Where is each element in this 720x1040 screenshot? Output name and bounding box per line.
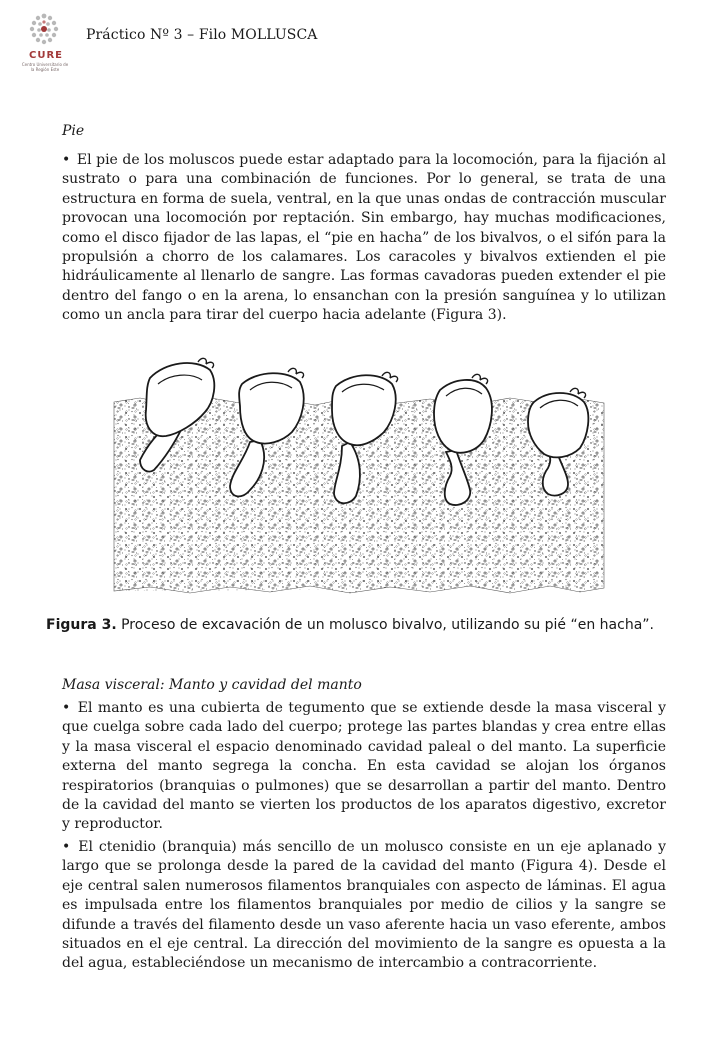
figure-caption-text: Proceso de excavación de un molusco bivalvo, utilizando su pié “en hacha”.: [121, 617, 654, 633]
figure-bivalve-burrowing: [110, 350, 608, 600]
paragraph-pie: [62, 151, 666, 326]
page-title: Práctico Nº 3 – Filo MOLLUSCA: [86, 27, 318, 43]
paragraph-manto: [62, 699, 666, 835]
bivalve-burrowing-illustration: [110, 350, 608, 600]
paragraph-manto-text: El manto es una cubierta de tegumento que se extiende desde la masa visceral y que cuelga sobre cada lado del cuerpo; protege las partes blandas y crea entre ellas y la masa visceral el espacio denominado cavidad paleal o del manto. La superficie externa del manto segrega la concha. En esta cavidad se alojan los órganos respiratorios (branquias o pulmones) que se desarrollan a partir del manto. Dentro de la cavidad del manto se vierten los productos de los aparatos digestivo, excretor y reproductor.: [62, 700, 667, 833]
section-heading-pie: Pie: [62, 123, 85, 139]
figure-caption: [46, 617, 686, 633]
dot-cluster-logo-icon: [18, 10, 70, 50]
paragraph-pie-text: El pie de los moluscos puede estar adaptado para la locomoción, para la fijación al sustrato o para una combinación de funciones. Por lo general, se trata de una estructura en forma de suela, ventral, en la que unas ondas de contracción muscular provocan una locomoción por reptación. Sin embargo, hay muchas modificaciones, como el disco fijador de las lapas, el “pie en hacha” de los bivalvos, o el sifón para la propulsión a chorro de los calamares. Los caracoles y bivalvos extienden el pie hidráulicamente al llenarlo de sangre. Las formas cavadoras pueden extender el pie dentro del fango o en la arena, lo ensanchan con la presión sanguínea y lo utilizan como un ancla para tirar del cuerpo hacia adelante (Figura 3).: [62, 152, 667, 324]
figure-label: Figura 3.: [46, 617, 117, 633]
paragraph-ctenidio: [62, 838, 666, 974]
bullet: •: [62, 839, 71, 855]
section-heading-masa-visceral: Masa visceral: Manto y cavidad del manto: [62, 677, 362, 693]
cure-logo: [18, 10, 70, 82]
paragraph-ctenidio-text: El ctenidio (branquia) más sencillo de un molusco consiste en un eje aplanado y largo que se prolonga desde la pared de la cavidad del manto (Figura 4). Desde el eje central salen numerosos filamentos branquiales con aspecto de láminas. El agua es impulsada entre los filamentos branquiales por medio de cilios y la sangre se difunde a través del filamento desde un vaso aferente hacia un vaso eferente, ambos situados en el eje central. La dirección del movimiento de la sangre es opuesta a la del agua, estableciéndose un mecanismo de intercambio a contracorriente.: [62, 839, 667, 972]
bullet: •: [62, 152, 71, 168]
logo-subtitle: Centro Universitario de la Región Este: [21, 62, 69, 72]
logo-wordmark: CURE: [29, 50, 63, 61]
bullet: •: [62, 700, 71, 716]
